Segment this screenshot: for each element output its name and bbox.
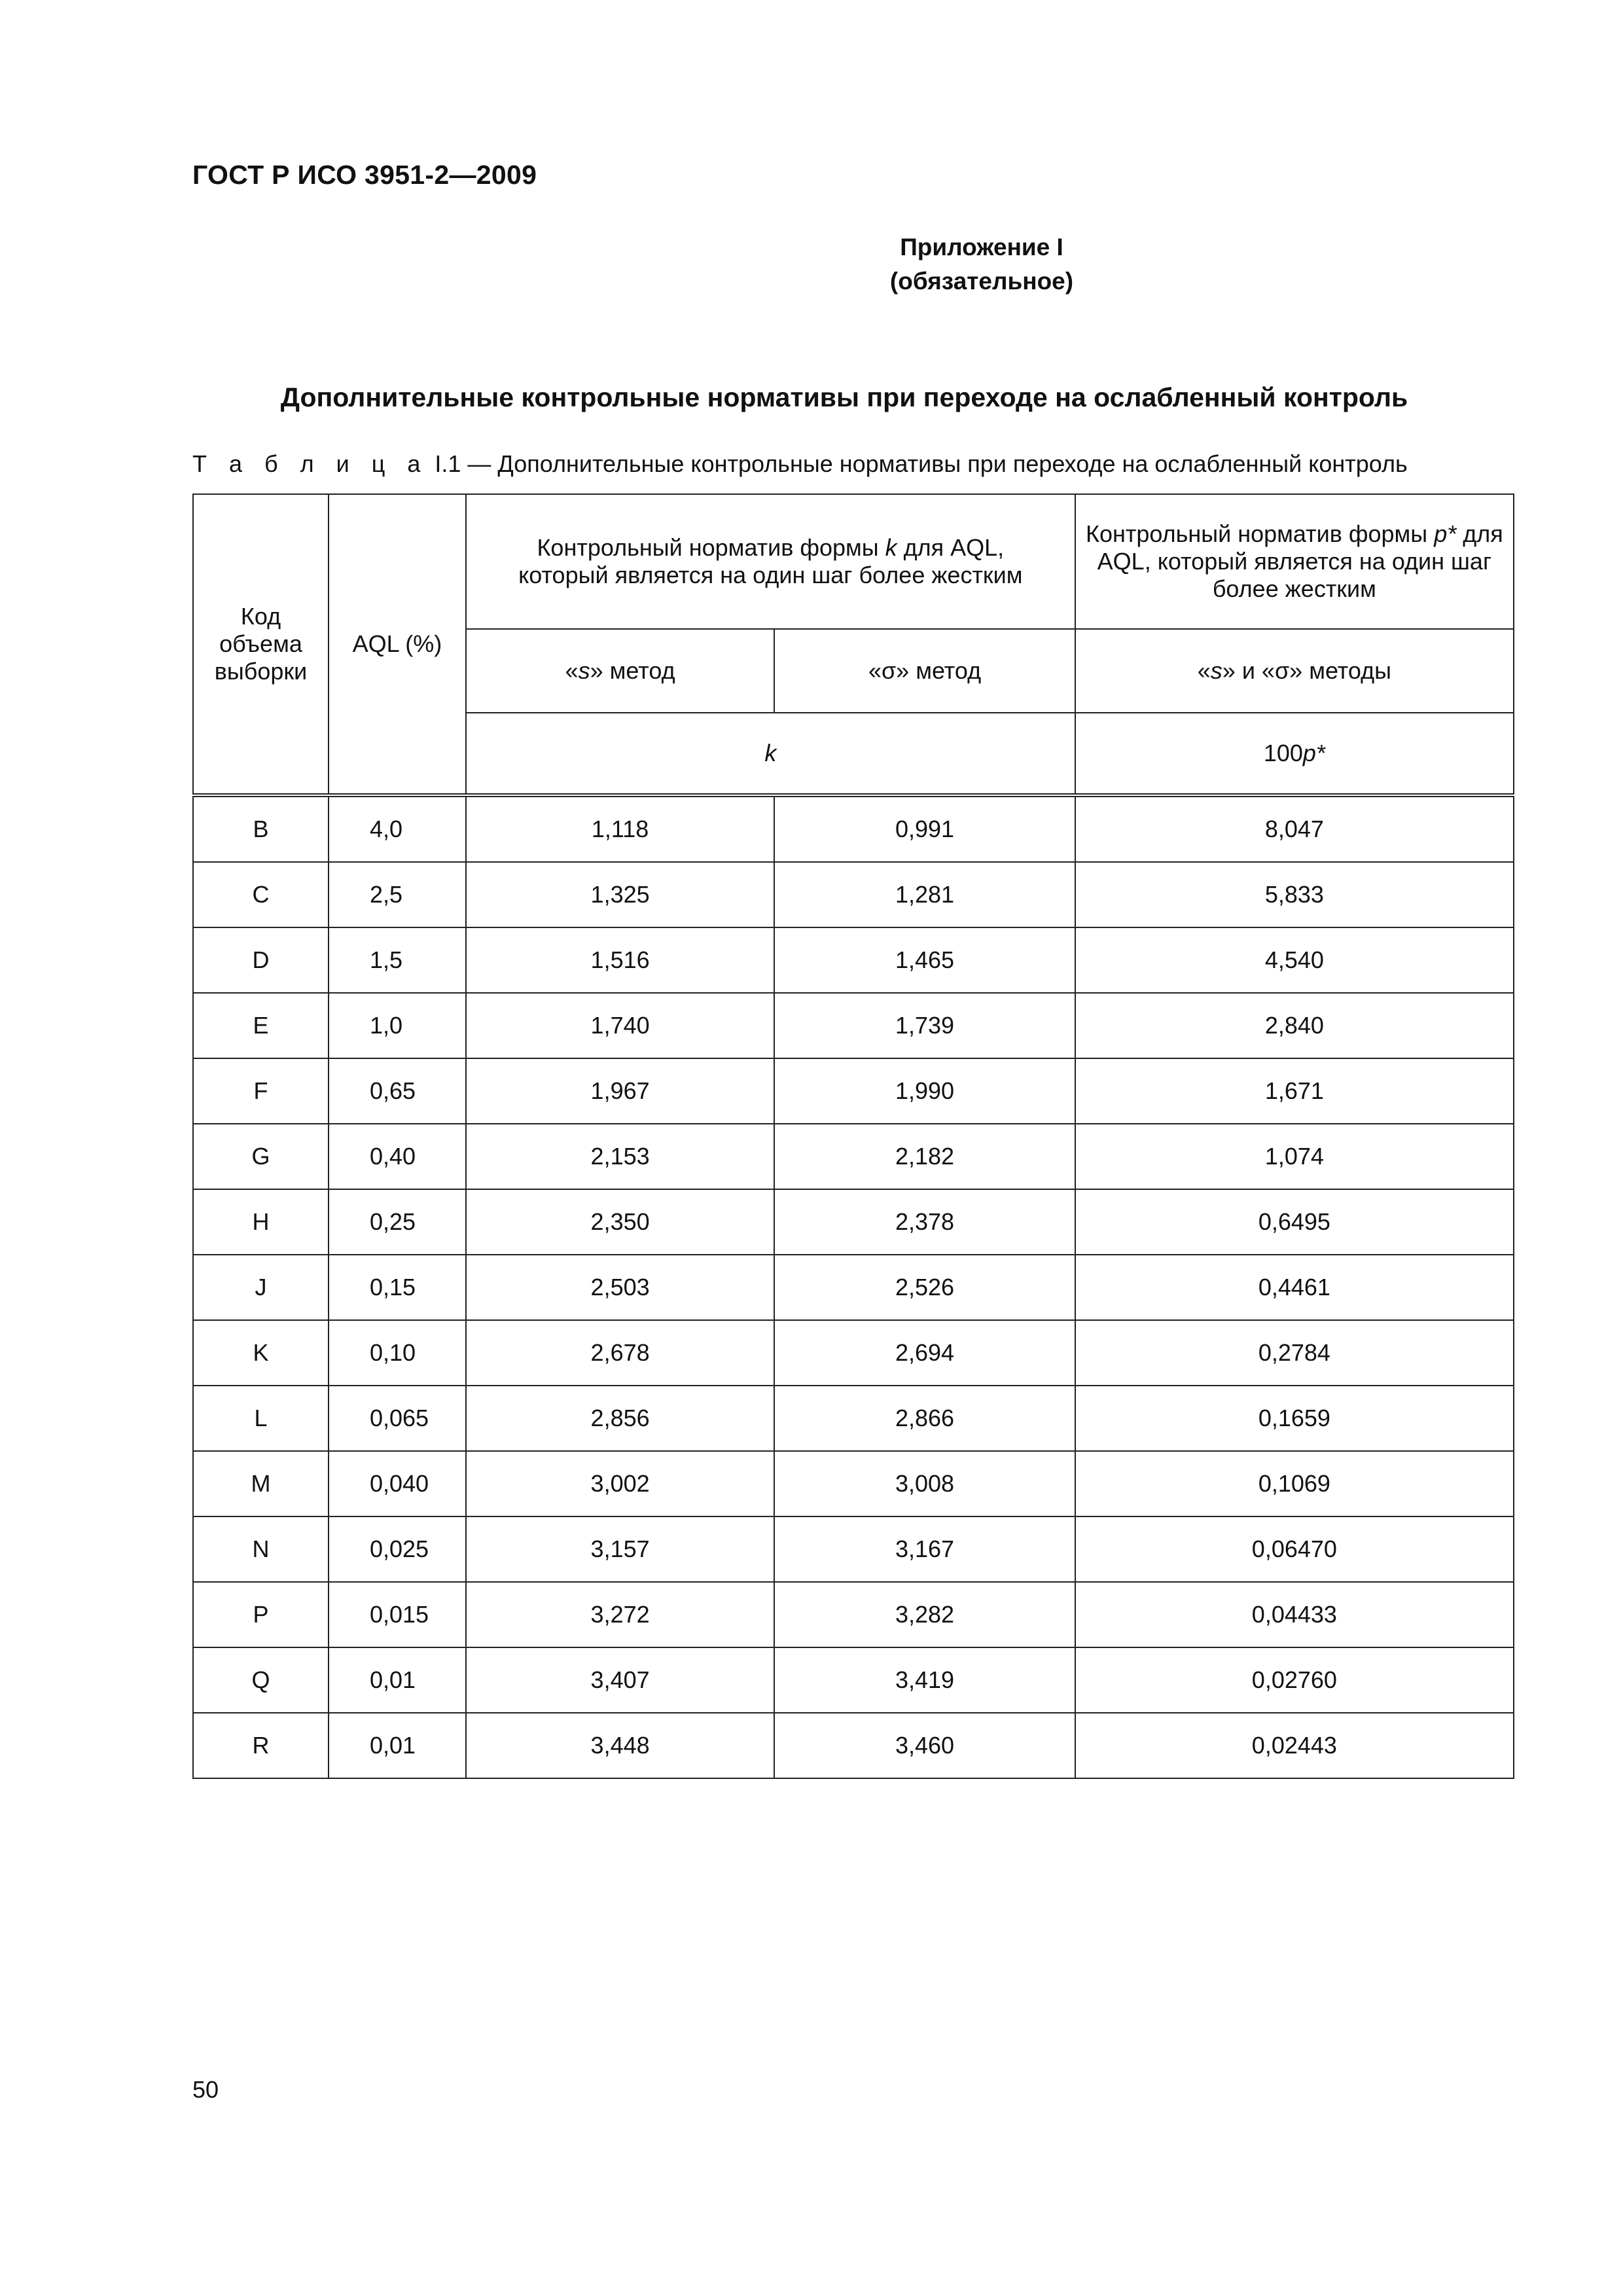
cell-code: Q <box>193 1647 329 1713</box>
cell-k-s-method: 1,325 <box>466 862 774 927</box>
cell-k-sigma-method: 2,182 <box>774 1124 1075 1189</box>
header-p-group: Контрольный норматив формы p* для AQL, который является на один шаг более жестким <box>1075 494 1514 629</box>
cell-p-star: 2,840 <box>1075 993 1514 1058</box>
table-row <box>193 927 1514 993</box>
cell-k-s-method: 3,407 <box>466 1647 774 1713</box>
cell-k-sigma-method: 1,990 <box>774 1058 1075 1124</box>
table-row <box>193 1582 1514 1647</box>
cell-k-sigma-method: 2,526 <box>774 1255 1075 1320</box>
cell-code: P <box>193 1582 329 1647</box>
header-both-methods: «s» и «σ» методы <box>1075 629 1514 713</box>
header-k-unit: k <box>466 713 1075 795</box>
cell-aql: 1,5 <box>329 927 466 993</box>
header-aql: AQL (%) <box>329 494 466 795</box>
cell-code: K <box>193 1320 329 1386</box>
cell-p-star: 1,074 <box>1075 1124 1514 1189</box>
cell-k-s-method: 3,272 <box>466 1582 774 1647</box>
cell-p-star: 8,047 <box>1075 795 1514 862</box>
cell-aql: 0,040 <box>329 1451 466 1516</box>
cell-aql: 0,65 <box>329 1058 466 1124</box>
cell-p-star: 5,833 <box>1075 862 1514 927</box>
cell-p-star: 0,02760 <box>1075 1647 1514 1713</box>
acceptance-constants-table <box>192 493 1514 1779</box>
cell-p-star: 0,4461 <box>1075 1255 1514 1320</box>
table-row <box>193 1058 1514 1124</box>
cell-code: N <box>193 1516 329 1582</box>
cell-aql: 0,10 <box>329 1320 466 1386</box>
cell-code: E <box>193 993 329 1058</box>
cell-code: G <box>193 1124 329 1189</box>
cell-k-sigma-method: 3,419 <box>774 1647 1075 1713</box>
cell-k-s-method: 1,967 <box>466 1058 774 1124</box>
cell-k-s-method: 3,448 <box>466 1713 774 1778</box>
cell-code: B <box>193 795 329 862</box>
cell-aql: 0,40 <box>329 1124 466 1189</box>
table-row <box>193 1516 1514 1582</box>
cell-k-sigma-method: 3,008 <box>774 1451 1075 1516</box>
table-row <box>193 993 1514 1058</box>
table-row <box>193 1451 1514 1516</box>
cell-p-star: 4,540 <box>1075 927 1514 993</box>
cell-code: C <box>193 862 329 927</box>
table-row <box>193 862 1514 927</box>
cell-p-star: 0,1069 <box>1075 1451 1514 1516</box>
table-row <box>193 795 1514 862</box>
cell-aql: 2,5 <box>329 862 466 927</box>
cell-k-sigma-method: 1,281 <box>774 862 1075 927</box>
cell-k-s-method: 1,118 <box>466 795 774 862</box>
header-p-unit: 100p* <box>1075 713 1514 795</box>
cell-aql: 1,0 <box>329 993 466 1058</box>
cell-p-star: 0,02443 <box>1075 1713 1514 1778</box>
cell-code: R <box>193 1713 329 1778</box>
cell-k-s-method: 3,157 <box>466 1516 774 1582</box>
cell-k-sigma-method: 1,739 <box>774 993 1075 1058</box>
cell-k-s-method: 2,503 <box>466 1255 774 1320</box>
cell-code: L <box>193 1386 329 1451</box>
table-caption <box>192 450 1408 478</box>
cell-k-s-method: 1,740 <box>466 993 774 1058</box>
cell-k-sigma-method: 2,378 <box>774 1189 1075 1255</box>
cell-k-s-method: 2,678 <box>466 1320 774 1386</box>
cell-p-star: 1,671 <box>1075 1058 1514 1124</box>
cell-aql: 0,25 <box>329 1189 466 1255</box>
section-title: Дополнительные контрольные нормативы при переходе на ослабленный контроль <box>280 382 1408 412</box>
cell-k-sigma-method: 0,991 <box>774 795 1075 862</box>
table-caption-text: I.1 — Дополнительные контрольные нормативы при переходе на ослабленный контроль <box>435 450 1408 477</box>
table-row <box>193 1713 1514 1778</box>
cell-k-sigma-method: 1,465 <box>774 927 1075 993</box>
table-row <box>193 1124 1514 1189</box>
cell-k-sigma-method: 3,167 <box>774 1516 1075 1582</box>
header-s-method: «s» метод <box>466 629 774 713</box>
cell-aql: 0,065 <box>329 1386 466 1451</box>
cell-k-sigma-method: 2,866 <box>774 1386 1075 1451</box>
header-k-group: Контрольный норматив формы k для AQL, который является на один шаг более жестким <box>466 494 1075 629</box>
table-body <box>193 795 1514 1778</box>
table-row <box>193 1255 1514 1320</box>
page-number: 50 <box>192 2076 219 2103</box>
annex-status: (обязательное) <box>889 268 1074 295</box>
cell-p-star: 0,1659 <box>1075 1386 1514 1451</box>
cell-code: J <box>193 1255 329 1320</box>
cell-k-s-method: 2,856 <box>466 1386 774 1451</box>
cell-k-s-method: 1,516 <box>466 927 774 993</box>
annex-heading <box>0 230 1623 298</box>
cell-aql: 0,01 <box>329 1713 466 1778</box>
cell-aql: 0,025 <box>329 1516 466 1582</box>
cell-aql: 0,01 <box>329 1647 466 1713</box>
cell-code: F <box>193 1058 329 1124</box>
cell-k-s-method: 2,350 <box>466 1189 774 1255</box>
cell-code: M <box>193 1451 329 1516</box>
annex-title: Приложение I <box>900 234 1063 260</box>
cell-aql: 0,015 <box>329 1582 466 1647</box>
cell-code: D <box>193 927 329 993</box>
cell-k-s-method: 2,153 <box>466 1124 774 1189</box>
cell-k-sigma-method: 3,460 <box>774 1713 1075 1778</box>
cell-k-sigma-method: 3,282 <box>774 1582 1075 1647</box>
cell-p-star: 0,6495 <box>1075 1189 1514 1255</box>
table-row <box>193 1189 1514 1255</box>
table-row <box>193 1647 1514 1713</box>
table-caption-prefix: Т а б л и ц а <box>192 450 429 477</box>
header-code: Код объема выборки <box>193 494 329 795</box>
header-sigma-method: «σ» метод <box>774 629 1075 713</box>
cell-aql: 4,0 <box>329 795 466 862</box>
cell-p-star: 0,06470 <box>1075 1516 1514 1582</box>
cell-k-sigma-method: 2,694 <box>774 1320 1075 1386</box>
cell-code: H <box>193 1189 329 1255</box>
cell-aql: 0,15 <box>329 1255 466 1320</box>
cell-p-star: 0,2784 <box>1075 1320 1514 1386</box>
cell-k-s-method: 3,002 <box>466 1451 774 1516</box>
table-row <box>193 1386 1514 1451</box>
document-code: ГОСТ Р ИСО 3951-2—2009 <box>192 160 537 190</box>
table-row <box>193 1320 1514 1386</box>
cell-p-star: 0,04433 <box>1075 1582 1514 1647</box>
